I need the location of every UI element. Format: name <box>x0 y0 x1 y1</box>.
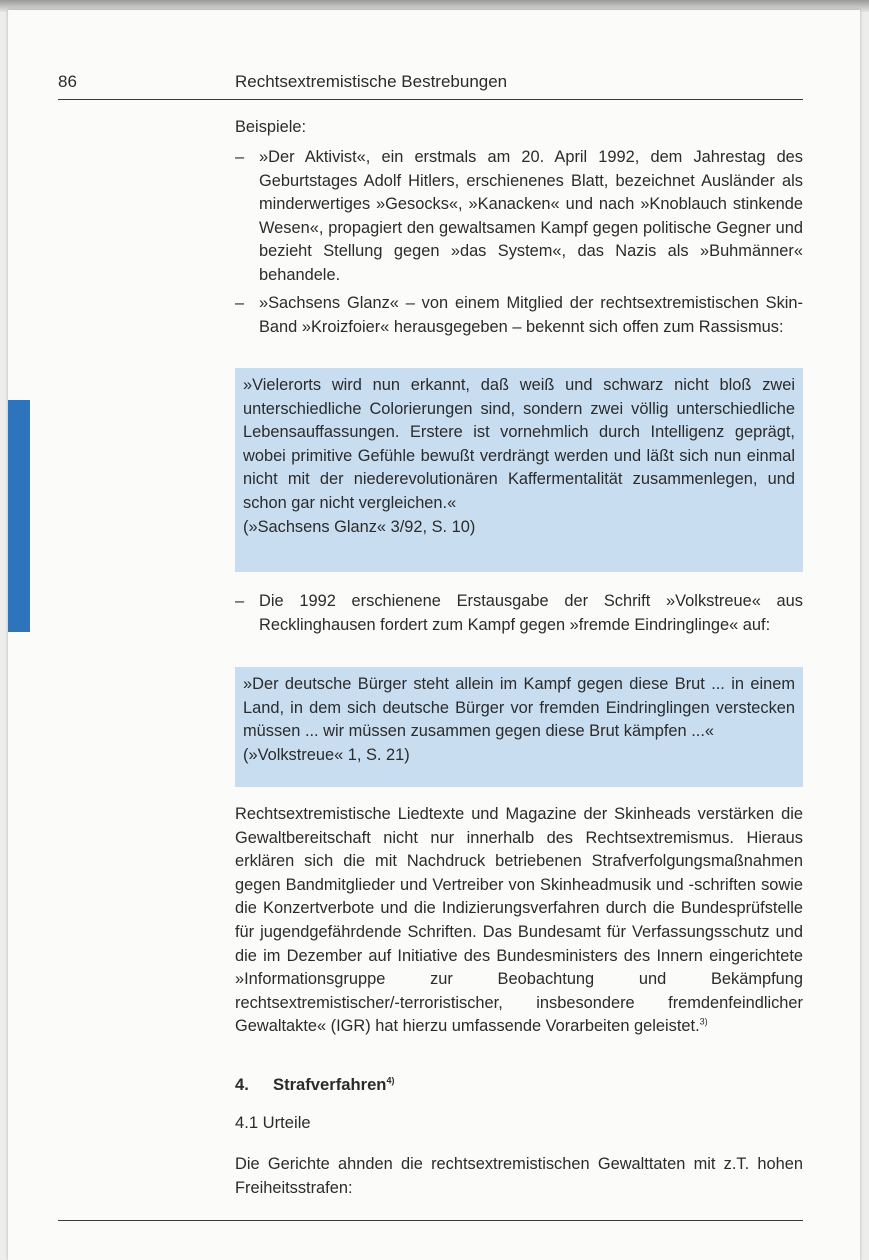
body-paragraph <box>235 803 803 1039</box>
quote-text: »Der deutsche Bürger steht allein im Kampf gegen diese Brut ... in einem Land, in dem sich deutsche Bürger vor fremden Eindringlingen verstecken müssen ... wir müssen zusammen gegen diese Brut kämpfen ...« <box>243 675 795 741</box>
closing-paragraph: Die Gerichte ahnden die rechtsextremistischen Gewalttaten mit z.T. hohen Freiheitsstrafen: <box>235 1155 803 1197</box>
body-paragraph-text: Rechtsextremistische Liedtexte und Magazine der Skinheads verstärken die Gewaltbereitschaft nicht nur innerhalb des Rechtsextremismus. Hieraus erklären sich die mit Nachdruck betriebenen Strafverfolgungsmaßnahmen gegen Bandmitglieder und Vertreiber von Skinheadmusik und -schriften sowie die Konzertverbote und die Indizierungsverfahren durch die Bundesprüfstelle für jugendgefährdende Schriften. Das Bundesamt für Verfassungsschutz und die im Dezember auf Initiative des Bundesministers des Innern eingerichtete »Informationsgruppe zur Beobachtung und Bekämpfung rechtsextremistischer/-terroristischer, insbesondere fremdenfeindlicher Gewaltakte« (IGR) hat hierzu umfassende Vorarbeiten geleistet. <box>235 805 803 1036</box>
list-item <box>235 590 803 637</box>
quote-block <box>235 368 803 572</box>
list-item <box>235 292 803 339</box>
list-item-text: Die 1992 erschienene Erstausgabe der Schrift »Volkstreue« aus Recklinghausen fordert zum Kampf gegen »fremde Eindringlinge« auf: <box>259 592 803 634</box>
running-title: Rechtsextremistische Bestrebungen <box>235 72 508 91</box>
quote-source: (»Volkstreue« 1, S. 21) <box>243 745 410 764</box>
list-dash: – <box>235 148 245 166</box>
quote-text: »Vielerorts wird nun erkannt, daß weiß und schwarz nicht bloß zwei unterschiedliche Colorierungen sind, sondern zwei völlig unterschiedliche Lebensauffassungen. Erstere ist vornehmlich durch Intelligenz geprägt, wobei primitive Gefühle bewußt verdrängt werden und läßt sich nun einmal nicht mit der niederevolutionären Kaffermentalität zusammenlegen, und schon gar nicht vergleichen.« <box>243 376 795 512</box>
subsection-heading: 4.1 Urteile <box>235 1113 311 1132</box>
list-dash: – <box>235 592 245 610</box>
section-title: Strafverfahren <box>273 1075 387 1094</box>
list-item-text: »Sachsens Glanz« – von einem Mitglied der rechtsextremistischen Skin-Band »Kroizfoier« herausgegeben – bekennt sich offen zum Rassismus: <box>259 294 803 336</box>
list-item <box>235 146 803 288</box>
header-rule <box>58 99 803 100</box>
footnote-marker: 4) <box>386 1075 395 1086</box>
chapter-marker-tab <box>8 400 30 632</box>
examples-label: Beispiele: <box>235 118 307 136</box>
list-dash: – <box>235 294 245 312</box>
footnote-marker: 3) <box>699 1016 708 1027</box>
list-item-text: »Der Aktivist«, ein erstmals am 20. April 1992, dem Jahrestag des Geburtstages Adolf Hitlers, erschienenes Blatt, bezeichnet Ausländer als minderwertiges »Gesocks«, »Kanacken« und nach »Knoblauch stinkende Wesen«, propagiert den gewaltsamen Kampf gegen politische Gegner und bezieht Stellung gegen »das System«, das Nazis als »Buhmänner« behandele. <box>259 148 803 284</box>
quote-source: (»Sachsens Glanz« 3/92, S. 10) <box>243 517 476 536</box>
page-number: 86 <box>58 72 77 91</box>
section-number: 4. <box>235 1075 249 1094</box>
footer-rule <box>58 1220 803 1221</box>
quote-block <box>235 667 803 787</box>
section-heading <box>235 1075 394 1095</box>
